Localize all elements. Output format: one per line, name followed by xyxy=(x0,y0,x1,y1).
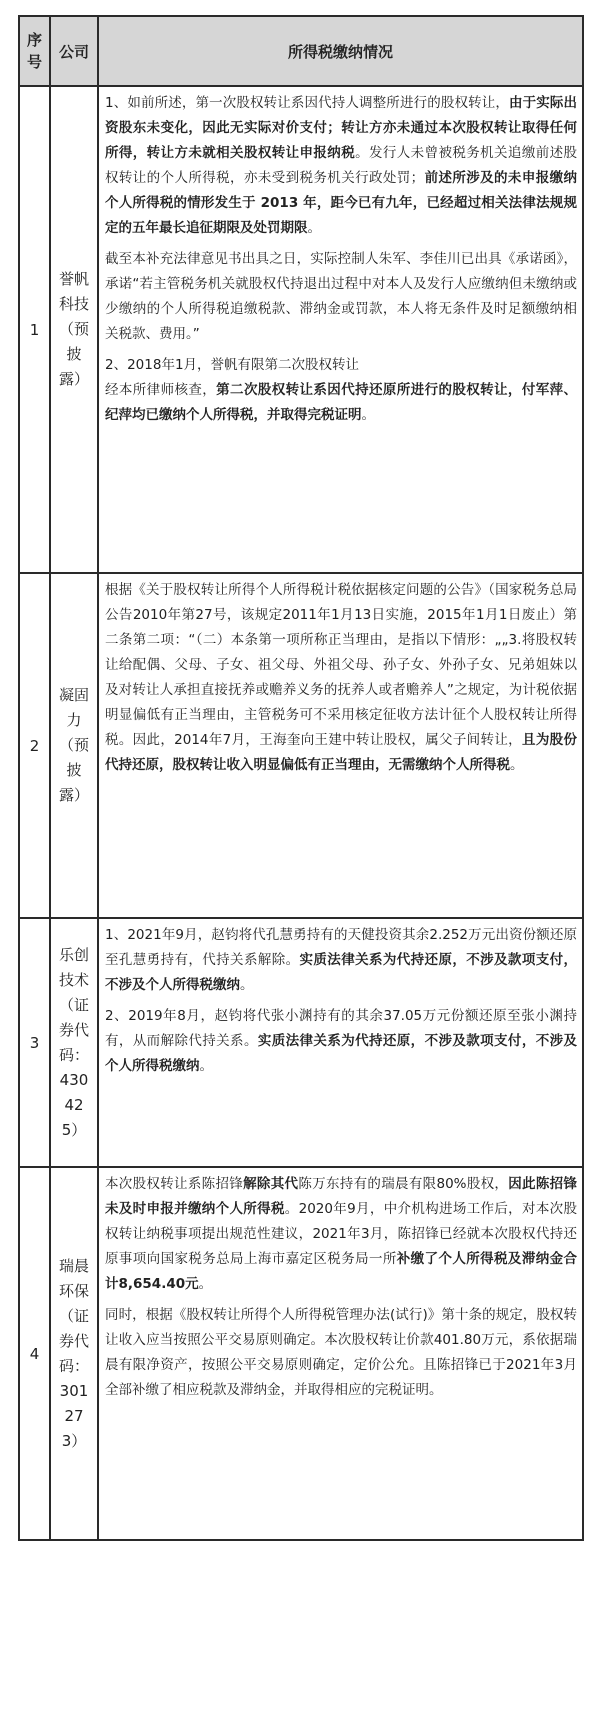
company-name-line: 誉帆 xyxy=(58,270,89,288)
table-row xyxy=(19,573,583,918)
text-run: 1、2021年9月，赵钧将代孔慧勇持有的天健投资其余2.252万元出资份额还原至孔慧勇持有，代持关系解除。 xyxy=(105,927,577,968)
row-number: 1 xyxy=(19,86,50,573)
company-name xyxy=(50,918,98,1167)
text-run: 1、如前所述，第一次股权转让系因代持人调整所进行的股权转让， xyxy=(105,95,509,111)
bold-text: 前述所涉及的未申报缴纳个人所得税的情形发生于 2013 年，距今已有九年，已经超过相关法律法规规定的五年最长追征期限及处罚期限 xyxy=(105,170,578,236)
bold-text: 补缴了个人所得税及滞纳金合计8,654.40元 xyxy=(105,1251,578,1292)
company-name-line: 披 xyxy=(66,345,82,363)
tax-payment-table xyxy=(18,15,584,1541)
bold-text: 且为股份代持还原，股权转让收入明显偏低有正当理由，无需缴纳个人所得税 xyxy=(105,732,578,773)
detail-paragraph xyxy=(105,1303,577,1403)
header-tax-detail: 所得税缴纳情况 xyxy=(98,16,583,86)
detail-paragraph xyxy=(105,1004,577,1079)
table-row xyxy=(19,86,583,573)
text-run: 2、2019年8月，赵钧将代张小渊持有的其余37.05万元份额还原至张小渊持有，从而解除代持关系。 xyxy=(105,1008,577,1049)
row-number: 4 xyxy=(19,1167,50,1540)
company-name xyxy=(50,1167,98,1540)
bold-text: 实质法律关系为代持还原，不涉及款项支付，不涉及个人所得税缴纳 xyxy=(105,1033,578,1074)
company-name-line: 瑞晨 xyxy=(58,1256,89,1275)
text-run: 根据《关于股权转让所得个人所得税计税依据核定问题的公告》（国家税务总局公告2010年第27号，该规定2011年1月13日实施，2015年1月1日废止）第二条第二项：“（二）本条第一项所称正当理由，是指以下情形：„„3.将股权转让给配偶、父母、子女、祖父母、外祖父母、孙子女、外孙子女、兄弟姐妹以及对转让人承担直接抚养或赡养义务的抚养人或者赡养人”之规定，为计税依据明显偏低有正当理由，主管税务可不采用核定征收方法计征个人股权转让所得税。因此，2014年7月，王海奎向王建中转让股权，属父子间转让， xyxy=(105,582,577,748)
text-run: 同时，根据《股权转让所得个人所得税管理办法(试行)》第十条的规定，股权转让收入应当按照公平交易原则确定。本次股权转让价款401.80万元，系依据瑞晨有限净资产，按照公平交易原则确定，定价公允。且陈招锋已于2021年3月全部补缴了相应税款及滞纳金，并取得相应的完税证明。 xyxy=(105,1307,577,1398)
company-name-line: 露） xyxy=(58,786,89,804)
tax-detail-cell xyxy=(98,86,583,573)
row-number: 3 xyxy=(19,918,50,1167)
text-run: 。 xyxy=(510,757,524,773)
company-name-line: （证 xyxy=(58,995,89,1014)
company-name-line: 披 xyxy=(66,761,82,779)
tax-detail-cell xyxy=(98,918,583,1167)
text-run: 。2020年9月，中介机构进场工作后，对本次股权转让纳税事项提出规范性建议，2021年3月，陈招锋已经就本次股权代持还原事项向国家税务总局上海市嘉定区税务局一所 xyxy=(105,1201,578,1267)
company-name-line: 3） xyxy=(61,1431,87,1450)
detail-paragraph xyxy=(105,578,577,778)
company-name-line: （证 xyxy=(58,1306,89,1325)
detail-paragraph xyxy=(105,247,577,347)
tax-detail-cell xyxy=(98,1167,583,1540)
text-run: 陈万东持有的瑞晨有限80%股权， xyxy=(298,1176,509,1192)
text-run: 。 xyxy=(307,220,321,236)
company-name-line: 科技 xyxy=(58,295,89,313)
company-name-line: 5） xyxy=(61,1120,87,1139)
company-name-line: 券代 xyxy=(58,1020,89,1039)
text-run: 。 xyxy=(240,977,254,993)
text-run: 。 xyxy=(198,1276,213,1292)
text-run: 本次股权转让系陈招锋 xyxy=(105,1176,244,1192)
detail-paragraph xyxy=(105,353,577,428)
row-number: 2 xyxy=(19,573,50,918)
bold-text: 解除其代 xyxy=(243,1176,299,1192)
company-name-line: 码： xyxy=(58,1045,89,1064)
header-company: 公司 xyxy=(50,16,98,86)
company-name-line: 乐创 xyxy=(58,945,89,964)
bold-text: 因此陈招锋未及时申报并缴纳个人所得税 xyxy=(105,1176,577,1217)
company-name-line: 券代 xyxy=(58,1331,89,1350)
bold-text: 实质法律关系为代持还原，不涉及款项支付，不涉及个人所得税缴纳 xyxy=(105,952,577,993)
company-name-line: 环保 xyxy=(58,1281,89,1300)
company-name-line: 技术 xyxy=(58,970,89,989)
tax-detail-cell xyxy=(98,573,583,918)
text-run: 。发行人未曾被税务机关追缴前述股权转让的个人所得税，亦未受到税务机关行政处罚； xyxy=(105,145,578,186)
bold-text: 第二次股权转让系因代持还原所进行的股权转让，付军萍、纪萍均已缴纳个人所得税，并取得完税证明 xyxy=(105,382,578,423)
company-name-line: 27 xyxy=(64,1406,84,1425)
header-number: 序号 xyxy=(19,16,50,86)
company-name-line: 露） xyxy=(58,370,89,388)
detail-paragraph xyxy=(105,1172,577,1297)
company-name-line: 码： xyxy=(58,1356,89,1375)
document-page xyxy=(18,15,582,1541)
company-name xyxy=(50,86,98,573)
detail-paragraph xyxy=(105,91,577,241)
bold-text: 由于实际出资股东未变化，因此无实际对价支付；转让方亦未通过本次股权转让取得任何所得，转让方未就相关股权转让申报纳税 xyxy=(105,95,578,161)
table-row xyxy=(19,918,583,1167)
text-run: 。 xyxy=(361,407,375,423)
text-run: 截至本补充法律意见书出具之日，实际控制人朱军、李佳川已出具《承诺函》，承诺“若主管税务机关就股权代持退出过程中对本人及发行人应缴纳但未缴纳或少缴纳的个人所得税追缴税款、滞纳金或罚款，本人将无条件及时足额缴纳相关税款、费用。” xyxy=(105,251,577,342)
company-name-line: 42 xyxy=(64,1095,84,1114)
company-name xyxy=(50,573,98,918)
table-row xyxy=(19,1167,583,1540)
detail-paragraph xyxy=(105,923,577,998)
text-run: 2、2018年1月，誉帆有限第二次股权转让 xyxy=(105,357,360,373)
company-name-line: （预 xyxy=(58,736,89,754)
text-run: 经本所律师核查， xyxy=(105,382,217,398)
company-name-line: 凝固 xyxy=(58,686,89,704)
company-name-line: 力 xyxy=(66,711,82,729)
company-name-line: （预 xyxy=(58,320,89,338)
company-name-line: 301 xyxy=(59,1381,89,1400)
table-header-row xyxy=(19,16,583,86)
company-name-line: 430 xyxy=(59,1070,89,1089)
text-run: 。 xyxy=(199,1058,213,1074)
